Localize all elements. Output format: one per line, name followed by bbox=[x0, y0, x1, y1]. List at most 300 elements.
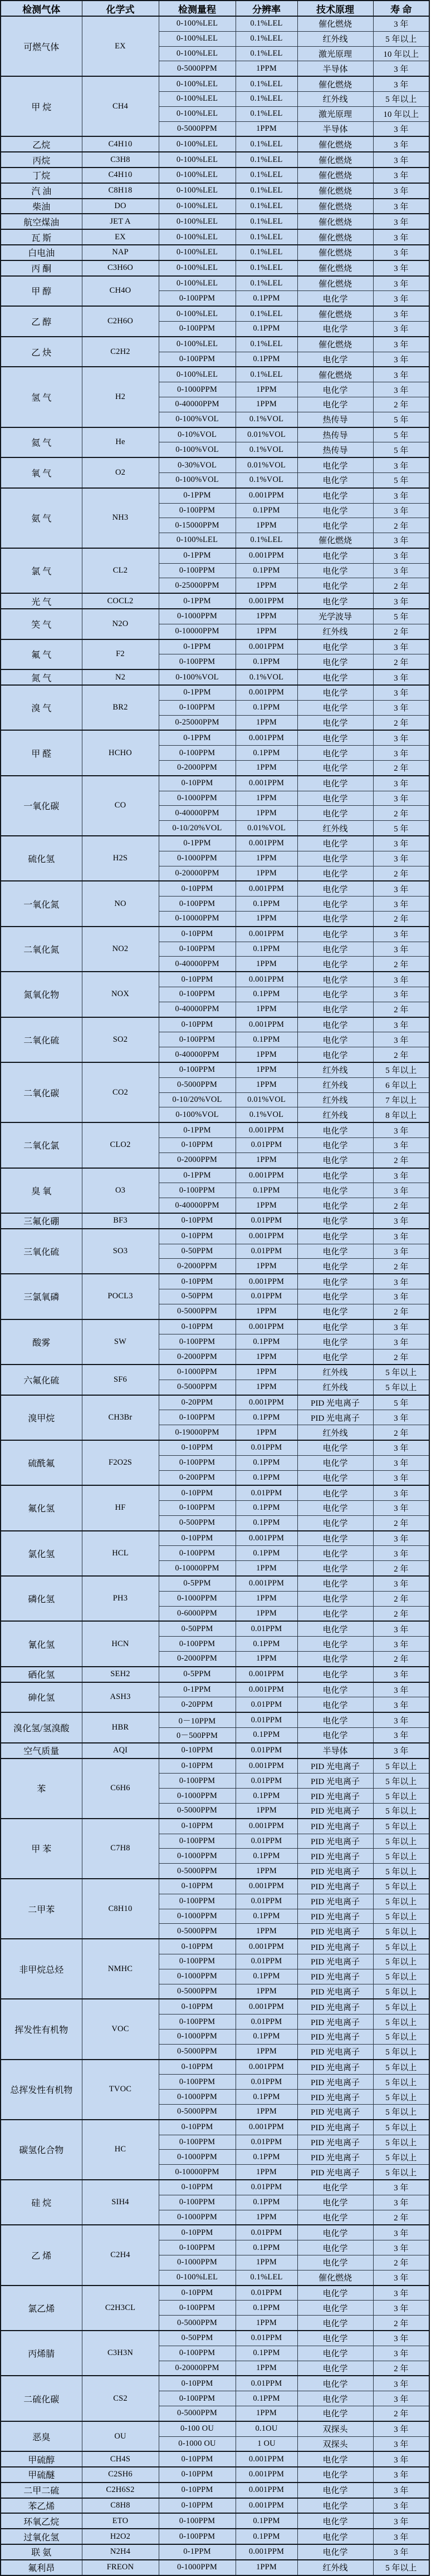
resolution-cell: 1PPM bbox=[236, 2165, 297, 2180]
range-cell: 0-50PPM bbox=[159, 1244, 236, 1259]
resolution-cell: 0.1PPM bbox=[236, 1849, 297, 1864]
lifetime-cell: 5 年以上 bbox=[373, 2060, 429, 2075]
technology-cell: 电化学 bbox=[297, 1652, 373, 1667]
range-cell: 0-40000PPM bbox=[159, 806, 236, 821]
lifetime-cell: 5 年以上 bbox=[373, 2120, 429, 2135]
range-cell: 0-10PPM bbox=[159, 2467, 236, 2483]
gas-name-cell: 二甲苯 bbox=[1, 1879, 82, 1939]
gas-name-cell: 三氟化硼 bbox=[1, 1213, 82, 1229]
lifetime-cell: 3 年 bbox=[373, 1122, 429, 1137]
range-cell: 0-100%LEL bbox=[159, 260, 236, 276]
lifetime-cell: 2 年 bbox=[373, 1349, 429, 1365]
table-row bbox=[1, 2225, 429, 2240]
gas-name-cell: 环氧乙烷 bbox=[1, 2513, 82, 2529]
gas-name-cell: 硒化氢 bbox=[1, 1667, 82, 1682]
resolution-cell: 0.1PPM bbox=[236, 1410, 297, 1425]
resolution-cell: 0.1PPM bbox=[236, 2150, 297, 2165]
technology-cell: 电化学 bbox=[297, 2544, 373, 2560]
table-row bbox=[1, 1667, 429, 1682]
range-cell: 0-100PPM bbox=[159, 291, 236, 306]
resolution-cell: 0.1%LEL bbox=[236, 152, 297, 168]
technology-cell: 电化学 bbox=[297, 957, 373, 972]
formula-cell: HC bbox=[82, 2120, 159, 2180]
technology-cell: 催化燃烧 bbox=[297, 245, 373, 260]
gas-name-cell: 溴甲烷 bbox=[1, 1395, 82, 1440]
table-row bbox=[1, 1712, 429, 1727]
range-cell: 0-100 OU bbox=[159, 2421, 236, 2436]
technology-cell: 红外线 bbox=[297, 1092, 373, 1107]
technology-cell: 电化学 bbox=[297, 578, 373, 593]
technology-cell: PID 光电离子 bbox=[297, 1789, 373, 1804]
resolution-cell: 0.01PPM bbox=[236, 1621, 297, 1636]
lifetime-cell: 3 年 bbox=[373, 1229, 429, 1244]
range-cell: 0-5000PPM bbox=[159, 121, 236, 136]
lifetime-cell: 2 年 bbox=[373, 2361, 429, 2376]
lifetime-cell: 3 年 bbox=[373, 639, 429, 654]
lifetime-cell: 5 年以上 bbox=[373, 1924, 429, 1939]
resolution-cell: 0.001PPM bbox=[236, 1999, 297, 2014]
formula-cell: FREON bbox=[82, 2560, 159, 2575]
resolution-cell: 1 OU bbox=[236, 2436, 297, 2451]
resolution-cell: 0.1PPM bbox=[236, 1183, 297, 1198]
range-cell: 0-10PPM bbox=[159, 1137, 236, 1152]
table-row bbox=[1, 16, 429, 31]
lifetime-cell: 3 年 bbox=[373, 276, 429, 291]
table-row bbox=[1, 1017, 429, 1032]
resolution-cell: 0.01PPM bbox=[236, 1137, 297, 1152]
resolution-cell: 0.1%LEL bbox=[236, 136, 297, 152]
resolution-cell: 0.1PPM bbox=[236, 291, 297, 306]
lifetime-cell: 3 年 bbox=[373, 2240, 429, 2255]
technology-cell: 电化学 bbox=[297, 1198, 373, 1213]
table-row bbox=[1, 2544, 429, 2560]
resolution-cell: 1PPM bbox=[236, 1077, 297, 1092]
range-cell: 0-1PPM bbox=[159, 593, 236, 609]
formula-cell: SIH4 bbox=[82, 2180, 159, 2225]
resolution-cell: 1PPM bbox=[236, 1652, 297, 1667]
technology-cell: 电化学 bbox=[297, 1274, 373, 1289]
formula-cell: O3 bbox=[82, 1168, 159, 1213]
gas-name-cell: 磷化氢 bbox=[1, 1576, 82, 1621]
technology-cell: 红外线 bbox=[297, 1425, 373, 1440]
lifetime-cell: 3 年 bbox=[373, 1168, 429, 1183]
technology-cell: 催化燃烧 bbox=[297, 214, 373, 229]
lifetime-cell: 5 年以上 bbox=[373, 1849, 429, 1864]
resolution-cell: 0.1%LEL bbox=[236, 183, 297, 199]
technology-cell: 催化燃烧 bbox=[297, 367, 373, 382]
table-row bbox=[1, 1274, 429, 1289]
lifetime-cell: 3 年 bbox=[373, 457, 429, 472]
formula-cell: H2 bbox=[82, 367, 159, 427]
gas-name-cell: 一氧化碳 bbox=[1, 776, 82, 836]
range-cell: 0-50PPM bbox=[159, 1289, 236, 1304]
technology-cell: 电化学 bbox=[297, 2240, 373, 2255]
technology-cell: 电化学 bbox=[297, 2255, 373, 2270]
range-cell: 0-20PPM bbox=[159, 1697, 236, 1712]
formula-cell: C7H8 bbox=[82, 1819, 159, 1879]
technology-cell: 电化学 bbox=[297, 1515, 373, 1530]
technology-cell: 激光原理 bbox=[297, 106, 373, 121]
technology-cell: PID 光电离子 bbox=[297, 2165, 373, 2180]
resolution-cell: 1PPM bbox=[236, 715, 297, 730]
resolution-cell: 0.1%LEL bbox=[236, 245, 297, 260]
range-cell: 0-1PPM bbox=[159, 685, 236, 700]
gas-name-cell: 总挥发性有机物 bbox=[1, 2060, 82, 2120]
resolution-cell: 0.001PPM bbox=[236, 730, 297, 745]
technology-cell: 电化学 bbox=[297, 2529, 373, 2544]
lifetime-cell: 3 年 bbox=[373, 927, 429, 942]
resolution-cell: 0.1PPM bbox=[236, 1455, 297, 1470]
range-cell: 0-100PPM bbox=[159, 563, 236, 578]
table-row bbox=[1, 1879, 429, 1894]
formula-cell: H2O2 bbox=[82, 2529, 159, 2544]
formula-cell: NAP bbox=[82, 245, 159, 260]
resolution-cell: 0.001PPM bbox=[236, 1682, 297, 1697]
technology-cell: PID 光电离子 bbox=[297, 1774, 373, 1789]
technology-cell: 电化学 bbox=[297, 488, 373, 503]
table-row bbox=[1, 1213, 429, 1229]
formula-cell: C2H2 bbox=[82, 337, 159, 367]
resolution-cell: 1PPM bbox=[236, 121, 297, 136]
lifetime-cell: 10 年以上 bbox=[373, 46, 429, 61]
technology-cell: PID 光电离子 bbox=[297, 2060, 373, 2075]
range-cell: 0-10PPM bbox=[159, 1819, 236, 1834]
resolution-cell: 0.1PPM bbox=[236, 1637, 297, 1652]
lifetime-cell: 3 年 bbox=[373, 1289, 429, 1304]
gas-name-cell: 丙烯腈 bbox=[1, 2331, 82, 2376]
resolution-cell: 0.01PPM bbox=[236, 2180, 297, 2195]
range-cell: 0-20000PPM bbox=[159, 2361, 236, 2376]
gas-name-cell: 硫化氢 bbox=[1, 836, 82, 881]
resolution-cell: 0.01PPM bbox=[236, 1774, 297, 1789]
resolution-cell: 0.1PPM bbox=[236, 563, 297, 578]
formula-cell: C8H10 bbox=[82, 1879, 159, 1939]
gas-name-cell: 柴油 bbox=[1, 199, 82, 214]
range-cell: 0-100PPM bbox=[159, 2075, 236, 2090]
lifetime-cell: 5 年以上 bbox=[373, 1999, 429, 2014]
range-cell: 0-100PPM bbox=[159, 1410, 236, 1425]
range-cell: 0-10PPM bbox=[159, 2451, 236, 2467]
technology-cell: PID 光电离子 bbox=[297, 1999, 373, 2014]
resolution-cell: 0.1%LEL bbox=[236, 367, 297, 382]
technology-cell: 电化学 bbox=[297, 1349, 373, 1365]
technology-cell: 电化学 bbox=[297, 1334, 373, 1349]
technology-cell: 电化学 bbox=[297, 2210, 373, 2225]
gas-name-cell: 酸雾 bbox=[1, 1319, 82, 1365]
lifetime-cell: 5 年以上 bbox=[373, 1062, 429, 1077]
resolution-cell: 0.1PPM bbox=[236, 654, 297, 669]
resolution-cell: 0.1PPM bbox=[236, 2195, 297, 2210]
range-cell: 0-100%LEL bbox=[159, 106, 236, 121]
formula-cell: POCL3 bbox=[82, 1274, 159, 1319]
technology-cell: 电化学 bbox=[297, 2361, 373, 2376]
range-cell: 0-40000PPM bbox=[159, 397, 236, 412]
range-cell: 0-5000PPM bbox=[159, 1304, 236, 1319]
lifetime-cell: 3 年 bbox=[373, 1244, 429, 1259]
technology-cell: 电化学 bbox=[297, 1319, 373, 1334]
lifetime-cell: 3 年 bbox=[373, 1728, 429, 1743]
lifetime-cell: 2 年 bbox=[373, 1259, 429, 1274]
range-cell: 0-20PPM bbox=[159, 1395, 236, 1410]
formula-cell: C2SH6 bbox=[82, 2467, 159, 2483]
resolution-cell: 1PPM bbox=[236, 624, 297, 639]
column-header-0: 检测气体 bbox=[1, 1, 82, 16]
lifetime-cell: 3 年 bbox=[373, 1621, 429, 1636]
resolution-cell: 0.01PPM bbox=[236, 1894, 297, 1909]
range-cell: 0-100PPM bbox=[159, 1183, 236, 1198]
formula-cell: O2 bbox=[82, 457, 159, 488]
technology-cell: 催化燃烧 bbox=[297, 533, 373, 548]
lifetime-cell: 2 年 bbox=[373, 578, 429, 593]
formula-cell: HCN bbox=[82, 1621, 159, 1666]
table-row bbox=[1, 1440, 429, 1455]
technology-cell: 电化学 bbox=[297, 1667, 373, 1682]
lifetime-cell: 5 年以上 bbox=[373, 1804, 429, 1819]
range-cell: 0-10000PPM bbox=[159, 624, 236, 639]
range-cell: 0-10PPM bbox=[159, 2060, 236, 2075]
formula-cell: OU bbox=[82, 2421, 159, 2452]
table-row bbox=[1, 2421, 429, 2436]
range-cell: 0-5000PPM bbox=[159, 1984, 236, 1999]
range-cell: 0-1PPM bbox=[159, 548, 236, 563]
technology-cell: 电化学 bbox=[297, 352, 373, 367]
technology-cell: 电化学 bbox=[297, 2451, 373, 2467]
lifetime-cell: 3 年 bbox=[373, 1637, 429, 1652]
resolution-cell: 0.01PPM bbox=[236, 2286, 297, 2301]
range-cell: 0-100PPM bbox=[159, 2301, 236, 2316]
technology-cell: 催化燃烧 bbox=[297, 152, 373, 168]
resolution-cell: 0.001PPM bbox=[236, 1122, 297, 1137]
lifetime-cell: 3 年 bbox=[373, 291, 429, 306]
lifetime-cell: 3 年 bbox=[373, 168, 429, 183]
table-row bbox=[1, 730, 429, 745]
resolution-cell: 0.1PPM bbox=[236, 2301, 297, 2316]
range-cell: 0-100PPM bbox=[159, 2195, 236, 2210]
resolution-cell: 0.001PPM bbox=[236, 1531, 297, 1546]
technology-cell: 电化学 bbox=[297, 639, 373, 654]
table-row bbox=[1, 1168, 429, 1183]
technology-cell: PID 光电离子 bbox=[297, 1864, 373, 1879]
technology-cell: 电化学 bbox=[297, 1591, 373, 1606]
gas-name-cell: 挥发性有机物 bbox=[1, 1999, 82, 2059]
range-cell: 0-10PPM bbox=[159, 776, 236, 791]
lifetime-cell: 3 年 bbox=[373, 503, 429, 518]
range-cell: 0-5000PPM bbox=[159, 61, 236, 76]
lifetime-cell: 2 年 bbox=[373, 761, 429, 776]
lifetime-cell: 5 年以上 bbox=[373, 1789, 429, 1804]
table-row bbox=[1, 2060, 429, 2075]
lifetime-cell: 3 年 bbox=[373, 1319, 429, 1334]
lifetime-cell: 2 年 bbox=[373, 806, 429, 821]
resolution-cell: 0.01PPM bbox=[236, 2376, 297, 2391]
technology-cell: 电化学 bbox=[297, 942, 373, 957]
technology-cell: 电化学 bbox=[297, 881, 373, 896]
resolution-cell: 0.1PPM bbox=[236, 503, 297, 518]
gas-name-cell: 氰化氢 bbox=[1, 1621, 82, 1666]
lifetime-cell: 2 年 bbox=[373, 1652, 429, 1667]
resolution-cell: 0.1PPM bbox=[236, 700, 297, 715]
technology-cell: 电化学 bbox=[297, 2316, 373, 2331]
range-cell: 0-100%LEL bbox=[159, 152, 236, 168]
technology-cell: 激光原理 bbox=[297, 46, 373, 61]
range-cell: 0-100PPM bbox=[159, 1954, 236, 1969]
range-cell: 0-100PPM bbox=[159, 942, 236, 957]
technology-cell: 电化学 bbox=[297, 761, 373, 776]
lifetime-cell: 3 年 bbox=[373, 229, 429, 245]
range-cell: 0-1000PPM bbox=[159, 609, 236, 624]
technology-cell: 红外线 bbox=[297, 31, 373, 46]
range-cell: 0-10000PPM bbox=[159, 2165, 236, 2180]
gas-name-cell: 乙烷 bbox=[1, 136, 82, 152]
gas-name-cell: 甲硫醇 bbox=[1, 2451, 82, 2467]
technology-cell: 电化学 bbox=[297, 1455, 373, 1470]
lifetime-cell: 3 年 bbox=[373, 2483, 429, 2498]
lifetime-cell: 5 年以上 bbox=[373, 1894, 429, 1909]
table-row bbox=[1, 260, 429, 276]
technology-cell: 电化学 bbox=[297, 851, 373, 866]
formula-cell: C2H6O bbox=[82, 306, 159, 337]
table-row bbox=[1, 337, 429, 352]
resolution-cell: 0.001PPM bbox=[236, 639, 297, 654]
range-cell: 0-40000PPM bbox=[159, 1002, 236, 1017]
table-row bbox=[1, 2513, 429, 2529]
table-row bbox=[1, 1999, 429, 2014]
table-header-row bbox=[1, 1, 429, 16]
technology-cell: 电化学 bbox=[297, 1137, 373, 1152]
lifetime-cell: 3 年 bbox=[373, 1501, 429, 1516]
gas-name-cell: 二硫化碳 bbox=[1, 2376, 82, 2421]
range-cell: 0-10PPM bbox=[159, 1939, 236, 1954]
resolution-cell: 1PPM bbox=[236, 806, 297, 821]
resolution-cell: 0.1%LEL bbox=[236, 229, 297, 245]
technology-cell: 电化学 bbox=[297, 1712, 373, 1727]
technology-cell: 电化学 bbox=[297, 776, 373, 791]
technology-cell: PID 光电离子 bbox=[297, 2150, 373, 2165]
technology-cell: 电化学 bbox=[297, 1002, 373, 1017]
formula-cell: TVOC bbox=[82, 2060, 159, 2120]
technology-cell: 电化学 bbox=[297, 1728, 373, 1743]
gas-name-cell: 瓦 斯 bbox=[1, 229, 82, 245]
resolution-cell: 1PPM bbox=[236, 578, 297, 593]
column-header-3: 分辨率 bbox=[236, 1, 297, 16]
range-cell: 0-100%LEL bbox=[159, 245, 236, 260]
technology-cell: 红外线 bbox=[297, 1365, 373, 1380]
lifetime-cell: 3 年 bbox=[373, 987, 429, 1002]
resolution-cell: 0.01PPM bbox=[236, 1485, 297, 1500]
gas-name-cell: 氯化氢 bbox=[1, 1531, 82, 1576]
range-cell: 0-1PPM bbox=[159, 730, 236, 745]
table-row bbox=[1, 457, 429, 472]
gas-name-cell: 氮氧化物 bbox=[1, 972, 82, 1017]
range-cell: 0-100%LEL bbox=[159, 337, 236, 352]
technology-cell: 双探头 bbox=[297, 2436, 373, 2451]
lifetime-cell: 2 年 bbox=[373, 1002, 429, 1017]
technology-cell: 电化学 bbox=[297, 1682, 373, 1697]
technology-cell: 电化学 bbox=[297, 669, 373, 685]
lifetime-cell: 3 年 bbox=[373, 1274, 429, 1289]
range-cell: 0-10PPM bbox=[159, 1485, 236, 1500]
resolution-cell: 0.1%LEL bbox=[236, 168, 297, 183]
range-cell: 0-10PPM bbox=[159, 1531, 236, 1546]
lifetime-cell: 3 年 bbox=[373, 260, 429, 276]
technology-cell: 红外线 bbox=[297, 2560, 373, 2575]
range-cell: 0-100PPM bbox=[159, 1334, 236, 1349]
resolution-cell: 0.01PPM bbox=[236, 1244, 297, 1259]
formula-cell: N2 bbox=[82, 669, 159, 685]
table-row bbox=[1, 2483, 429, 2498]
range-cell: 0-1000PPM bbox=[159, 2029, 236, 2044]
range-cell: 0-100PPM bbox=[159, 2529, 236, 2544]
technology-cell: PID 光电离子 bbox=[297, 1924, 373, 1939]
range-cell: 0-10PPM bbox=[159, 1319, 236, 1334]
resolution-cell: 0.01%VOL bbox=[236, 1092, 297, 1107]
technology-cell: 电化学 bbox=[297, 972, 373, 987]
resolution-cell: 1PPM bbox=[236, 2406, 297, 2421]
resolution-cell: 0.1%LEL bbox=[236, 306, 297, 321]
table-row bbox=[1, 168, 429, 183]
range-cell: 0-1000PPM bbox=[159, 1365, 236, 1380]
lifetime-cell: 3 年 bbox=[373, 1546, 429, 1561]
range-cell: 0-100%LEL bbox=[159, 199, 236, 214]
lifetime-cell: 3 年 bbox=[373, 16, 429, 31]
lifetime-cell: 5 年以上 bbox=[373, 2135, 429, 2150]
gas-name-cell: 氮 气 bbox=[1, 669, 82, 685]
table-row bbox=[1, 2467, 429, 2483]
lifetime-cell: 3 年 bbox=[373, 1410, 429, 1425]
gas-name-cell: 丙 酮 bbox=[1, 260, 82, 276]
range-cell: 0-1PPM bbox=[159, 1122, 236, 1137]
resolution-cell: 1PPM bbox=[236, 1804, 297, 1819]
range-cell: 0-1000PPM bbox=[159, 1591, 236, 1606]
resolution-cell: 0.001PPM bbox=[236, 2451, 297, 2467]
formula-cell: CH4 bbox=[82, 76, 159, 136]
gas-name-cell: 乙 醇 bbox=[1, 306, 82, 337]
lifetime-cell: 5 年 bbox=[373, 821, 429, 836]
formula-cell: C3H8 bbox=[82, 152, 159, 168]
resolution-cell: 0.001PPM bbox=[236, 593, 297, 609]
range-cell: 0-10PPM bbox=[159, 927, 236, 942]
range-cell: 0-100%LEL bbox=[159, 214, 236, 229]
technology-cell: 电化学 bbox=[297, 1576, 373, 1591]
lifetime-cell: 3 年 bbox=[373, 1183, 429, 1198]
resolution-cell: 0.1PPM bbox=[236, 2391, 297, 2406]
range-cell: 0-5000PPM bbox=[159, 2316, 236, 2331]
range-cell: 0-100PPM bbox=[159, 503, 236, 518]
technology-cell: 半导体 bbox=[297, 1743, 373, 1759]
formula-cell: SEH2 bbox=[82, 1667, 159, 1682]
gas-name-cell: 三氧化硫 bbox=[1, 1229, 82, 1274]
technology-cell: PID 光电离子 bbox=[297, 2135, 373, 2150]
table-row bbox=[1, 776, 429, 791]
technology-cell: 电化学 bbox=[297, 730, 373, 745]
formula-cell: SW bbox=[82, 1319, 159, 1365]
resolution-cell: 0.1%VOL bbox=[236, 442, 297, 457]
range-cell: 0－500PPM bbox=[159, 1728, 236, 1743]
lifetime-cell: 3 年 bbox=[373, 1213, 429, 1229]
lifetime-cell: 5 年 bbox=[373, 442, 429, 457]
lifetime-cell: 3 年 bbox=[373, 1032, 429, 1047]
resolution-cell: 1PPM bbox=[236, 1259, 297, 1274]
range-cell: 0-100PPM bbox=[159, 352, 236, 367]
lifetime-cell: 5 年 bbox=[373, 412, 429, 427]
technology-cell: 电化学 bbox=[297, 1561, 373, 1576]
formula-cell: COCL2 bbox=[82, 593, 159, 609]
range-cell: 0-10PPM bbox=[159, 1017, 236, 1032]
technology-cell: 电化学 bbox=[297, 1047, 373, 1062]
range-cell: 0-40000PPM bbox=[159, 1047, 236, 1062]
technology-cell: 电化学 bbox=[297, 457, 373, 472]
range-cell: 0-1000PPM bbox=[159, 1789, 236, 1804]
